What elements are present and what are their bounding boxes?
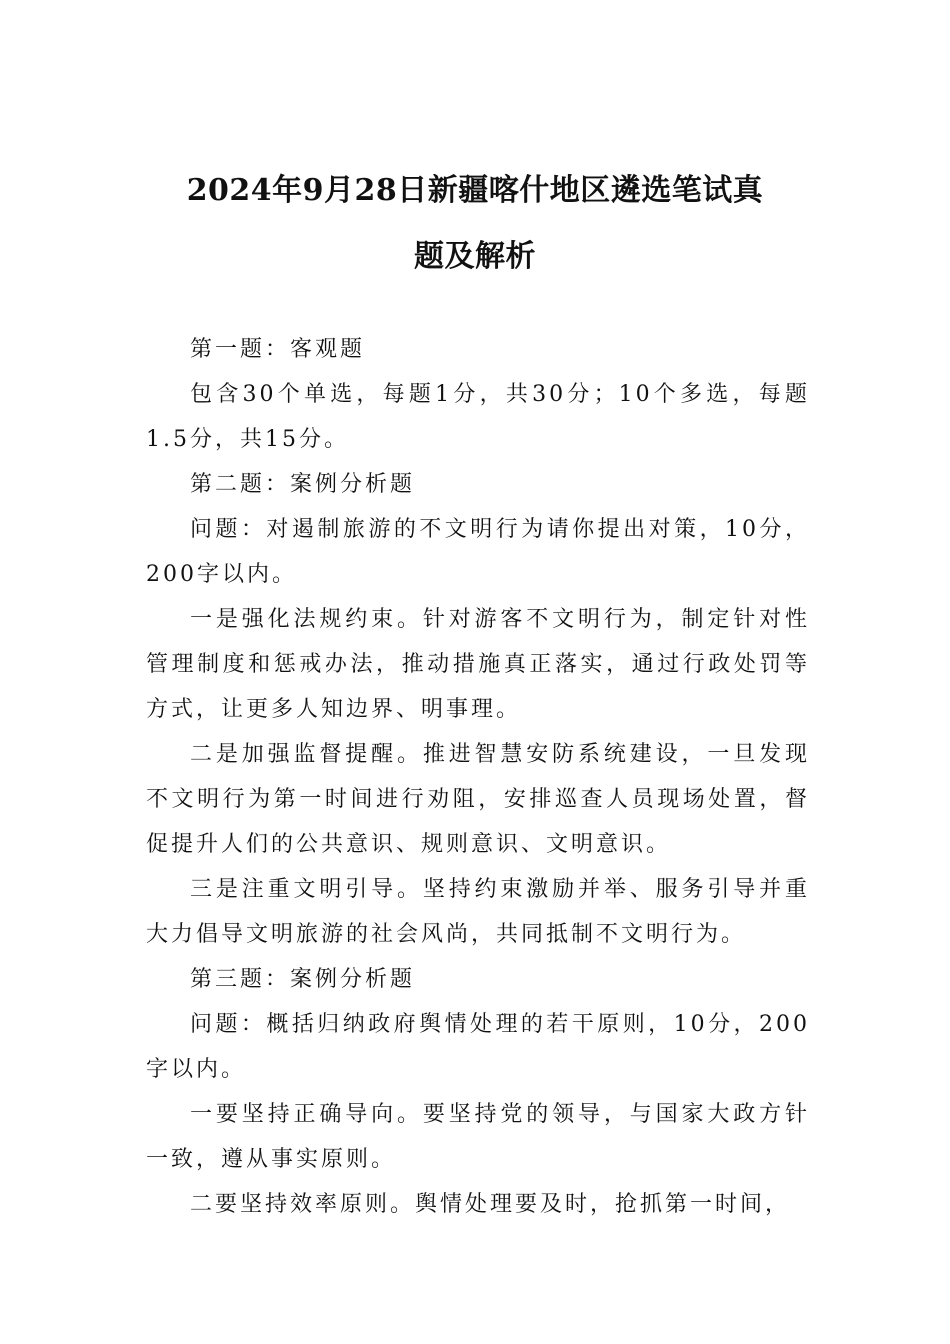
section-heading-2: 第二题：案例分析题 <box>190 472 416 497</box>
answer-3-point-1: 一要坚持正确导向。要坚持党的领导，与国家大政方针一致，遵从事实原则。 <box>146 1102 810 1172</box>
answer-2-point-2: 二是加强监督提醒。推进智慧安防系统建设，一旦发现不文明行为第一时间进行劝阻，安排巡查人员现场处置，督促提升人们的公共意识、规则意识、文明意识。 <box>146 742 810 857</box>
document-title <box>140 158 810 290</box>
question-3: 问题：概括归纳政府舆情处理的若干原则，10分，200字以内。 <box>146 1012 810 1082</box>
document-body <box>146 327 810 1227</box>
paragraph-scoring: 包含30个单选，每题1分，共30分；10个多选，每题1.5分，共15分。 <box>146 382 810 452</box>
answer-2-point-3: 三是注重文明引导。坚持约束激励并举、服务引导并重大力倡导文明旅游的社会风尚，共同抵制不文明行为。 <box>146 877 810 947</box>
section-heading-3: 第三题：案例分析题 <box>190 967 416 992</box>
title-line-1: 2024年9月28日新疆喀什地区遴选笔试真 <box>186 173 764 208</box>
section-heading-1: 第一题：客观题 <box>190 337 366 362</box>
title-line-2: 题及解析 <box>414 239 536 274</box>
answer-2-point-1: 一是强化法规约束。针对游客不文明行为，制定针对性管理制度和惩戒办法，推动措施真正落实，通过行政处罚等方式，让更多人知边界、明事理。 <box>146 607 810 722</box>
answer-3-point-2: 二要坚持效率原则。舆情处理要及时，抢抓第一时间， <box>190 1192 791 1217</box>
question-2: 问题：对遏制旅游的不文明行为请你提出对策，10分，200字以内。 <box>146 517 810 587</box>
